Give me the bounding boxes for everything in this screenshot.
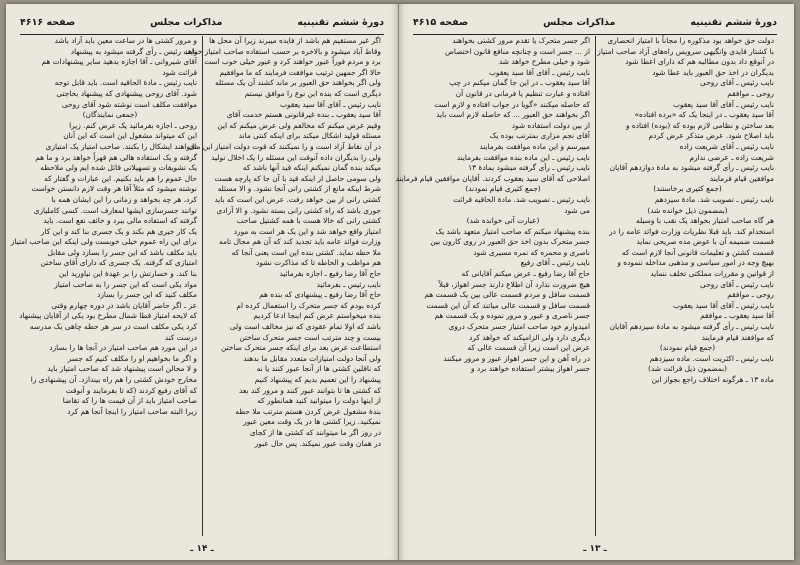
text-line: موافقین قیام فرمایند [709,173,774,183]
text-line: دولت حق خواهد بود مذکوره را مجاناً با امتیاز انحصاری [607,36,774,45]
text-line: نایب رئیس ـ آقای آقا سید یعقوب [672,99,774,109]
text-line: حاج آقا رضا رفیع ـ عرض میکنم آقایانی که [461,269,590,279]
text-line: برای این راه عموم خیلی خوبست ولی اینکه این صاحب امتیاز [10,237,197,247]
text-line: با کشتار قایدی وانگیهی سرویس راه‌های آزاد صاحب امتیاز [597,46,774,56]
text-line: (عبارت آتی خوانده شد) [466,216,540,226]
text-line: ولی آنجا دولت امتیازات متعدد مقابل ما بدهند [243,353,381,363]
text-line: امیدوارم خود صاحب امتیاز جسر متحرک دروی [448,322,590,332]
text-line: در آن نقاط آزاد است و را نمیکنند که قوت دولت امتیاز این مال [188,141,381,151]
text-line: حال عموم را هم باید بکنیم. این عبارات و گفتار که [44,173,197,183]
text-line: نایب رئیس ـ آقای آقا سید یعقوب [279,99,381,109]
right-page-column-right [595,36,779,536]
text-line: اگر جسر متحرک یا تقدم مرور کشتی بخواهند [452,36,590,45]
text-line: ولی اگر بخواهند حق العبور بر ماند کشند آن یک مسئله [215,78,381,88]
text-line: از بین دولت استفاده شود [511,120,590,130]
text-line: (بمضمون ذیل خوانده شد) [647,205,728,215]
text-line: باشد که اولا تمام عقودی که نیز مخالف است ولی [229,322,381,332]
text-line: پیشنهاد را این تعمیم بدیم که پیشنهاد کنیم [254,375,381,384]
text-line: وقاط آباد میشود و بالاخره بر حسب استفاده صاحب امتیاز خواهد [184,46,381,56]
text-line: امتیازی که گرفته. یک جسری که دارای آقای ساختن [40,258,197,268]
text-line: (جمعی نمایندگان) [82,110,138,120]
text-line: کرد، هر چه بخواهد و زمانی را این ایشان همه با [51,194,197,204]
text-line: (بمضمون ذیل قرائت شد) [647,364,728,374]
text-line: کرد یکی مکلف است در سر هر حظه چاهی بک مدرسه [29,322,197,332]
text-line: قسمت سافل و مردم قسمت عالی بین یک قسمت هم [424,290,590,300]
text-line: هیچ ضرورت ندارد آن اطلاع دارند جسر اهواز، قبلاً [438,279,590,289]
text-line: روحی ـ اجازه بفرمائید یک عرض کنم. زیرا [69,120,197,130]
text-line: ولی را بدیگران داده آنوقت این مسئله را یک اخلال تولید [211,152,381,162]
text-line: نایب رئیس ـ اکثریت است. ماده سیزدهم [649,353,774,363]
left-page-title: مذاکرات مجلس [150,16,223,28]
text-line: نایب رئیس ـ رأی گرفته میشود به پیشنهاد [70,46,197,56]
text-line: نایب رئیس ـ آقای رفیع [520,258,590,268]
right-page-number-label: صفحه ۴۶۱۵ [413,16,469,28]
text-line: شود و خیلی مطرح خواهد شد [498,57,590,67]
text-line: دیگری دارد ولی الزامیکند که خواهد کرد [469,332,590,342]
text-line: موافقت مکلف است نوشته شود آقای روحی [61,99,197,109]
text-line: شود. آقای روحی پیشنهادی که پیشنهاد بحاجتی [56,88,197,98]
text-line: که لایحه امتیاز قطا شمال مطرح بود یکی از آقایان پیشنهاد [19,311,197,321]
right-page-footer-number: ـ ۱۳ ـ [583,544,607,554]
text-line: که حاصله میکنند «گویا در جواب افتاده و لازم است [434,99,590,109]
text-line: نمیکنید. زیرا کشتی ها در یک وقت معین عبور [243,417,381,427]
text-line: گرفته که استفاده مالی ببرد و خائف نفع است. باید [43,216,197,226]
text-line: قسمت سافل و قسمت عالی میاتند که آن این قسمت [426,300,590,310]
text-line: نایب رئیس ـ آقای روحی [700,279,774,289]
text-line: باید اصلاح شود. عرض متذکر عرض کردم [648,131,774,141]
text-line: اگر غیر مستقیم هم باشد از فایده میبرند زیرا آن محل ها [209,36,381,45]
text-line: شرط اینکه مانع از کشتی رانی آنجا نشود. و الا مسئله [217,184,381,194]
text-line: در آنوقع داد بدون مطالبه هم که دارای اعطا شود [625,57,774,67]
left-page-header [20,12,384,35]
text-line: نایب رئیس ـ تصویب شد. مادهٔ الحاقیه قرائت [453,194,590,204]
text-line: قسمت ضمیمه آن با عوض مده صریحی نماید [636,237,774,247]
text-line: امتیاز واقع خواهد شد و این یک هر است به مورد [233,226,381,236]
text-line: وزارت فوائد عامه باید تجدید کند که آن هم مجال تامه [218,237,381,247]
text-line: روحی ـ موافقم [727,88,774,98]
text-line: ماده ۱۳ ـ هرگونه اختلاف راجع بجواز این [651,375,774,384]
text-line: مخارج خودش کشتی را هم راه بیندازد. آن پیشنهادی را [30,375,197,384]
text-line: نایب رئیس ـ مادهٔ الحاقیه است. باید قابل توجه [54,78,197,88]
book-spread [6,4,794,560]
text-line: باید مکلف باشد که این جسر را بسازد ولی مقابل [47,247,197,257]
text-line: توانند جسرسازی ایشها لمعارف است. کسی کاملیازی [33,205,197,215]
text-line: جسر ناصری و عبور و مرور نموده و یک قسمت هم [434,311,590,321]
text-line: بنده میخواستم عرض کنم اینجا ادعا کردیم [253,311,381,321]
text-line: کشتی رانی که خالا هست با همه کشتیل صاحب [236,216,381,226]
right-page-volume-label: دورهٔ ششم تقنینیه [690,16,777,28]
text-line: که آقای رفیع کردند (که تا بفرمایند و آنوقت [65,385,197,395]
left-page-column-right [184,36,386,536]
right-page-header [413,12,777,35]
left-page-column-left [10,36,202,536]
text-line: بعد ساختن و نظامی لازم بوده که (بوده) افتاده و [625,120,774,130]
text-line: نایب رئیس ـ آقای آقا سید یعقوب [488,67,590,77]
text-line: (جمع قیام نمودند) [659,343,716,353]
text-line: نخواهند ایشکال را بکنند. صاحب امتیاز یک امتیازی [45,141,197,151]
text-line: در همان وقت عبور نمیکند. پس حال عبور [254,438,381,448]
text-line: آقای نجم مزاری بمترتب بوده یک [489,131,590,141]
text-line: و اگر ما بخواهیم او را مکلف کنیم که جسر [67,353,197,363]
text-line: کشتی رانی از بین خواهد رفت. عرض این است که باید [214,194,381,204]
left-page-number-label: صفحه ۴۶۱۶ [20,16,76,28]
text-line: از قوانین و مقررات مملکتی تخلف ننماید [650,269,774,279]
text-line: وقیم عرض میکنم که مخالفم ولی عرض میکنم که این [217,120,381,130]
text-line: حالا اگر جمهین ترتیب موافقت فرمایند که ما موافقیم [219,67,381,77]
text-line: (جمع کثیری برخاستند) [653,184,722,194]
text-line: آقای شیروانی ـ آقا اجازه بدهید سایر پیشنهادات هم [41,57,197,67]
text-line: اصلاحی که آقای سید یعقوب کردند. آقایان موافقین قیام فرمایند [395,173,590,183]
text-line: درست کند [164,332,197,342]
text-line: در روز اگر ما میتوانند که کشتی ها از کجای [249,427,381,437]
text-line: نایب رئیس ـ آقای آقا سید یعقوب [672,300,774,310]
text-line: آقا سید یعقوب ـ در این جا گمان میکنم در چپ [449,78,590,88]
text-line: جوری باشد که راه کشتی رانی بسته نشود. و الا آزادی [216,205,381,215]
text-line: هر گاه صاحب امتیاز بخواهد یک نقب با وسیله [636,216,774,226]
right-page [395,4,791,560]
text-line: اگر بخواهند حق العبور ... که حاصله لازم است باید [436,110,590,120]
right-page-column-left [395,36,595,536]
text-line: که ناقلین کشتی ها از آنجا عبور کنند یا نه [256,364,381,374]
text-line: قسمت کشتن و تعلیمات قانونی آنجا لازم است که [621,247,774,257]
text-line: بنده پیشنهاد میکنم که صاحب امتیاز متعهد باشد یک [435,226,590,236]
text-line: آقا سید یعقوب ـ بنده غیرقانونی هستم خدمت آقای [226,110,381,120]
text-line: میکند بنده گمان نمیکنم اینکه قید آنها باشد که [242,163,381,173]
text-line: استخدام کند. باید قبلا نظریات وزارت فوائد عامه را در [609,226,774,236]
text-line: نایب رئیس ـ تصویب شد. مادهٔ سیزدهم [654,194,774,204]
text-line: نایب رئیس ـ آقای روحی [700,78,774,88]
text-line: (جمع کثیری قیام نمودند) [465,184,541,194]
text-line: روحی ـ موافقم [727,290,774,300]
text-line: عرض این است زیرا آن قسمت عالی که [467,343,590,353]
text-line: یک تشویقات و تسهیلاتی قائل شده ایم ولی ملاحظه [40,163,197,173]
text-line: مکلف کنید که این جسر را بسازد [97,290,197,300]
text-line: هم مواظب و الحاطه تا که مذاکرت نشود [256,258,381,268]
text-line: و لا محالن است پیشنهاد شد که صاحب امتیاز باید [47,364,197,374]
text-line: افتاده و عبارت تنظیم یا فرمانی در قانون آن [455,88,590,98]
text-line: بدیگران در اخذ حق العبور باید عطا شود [652,67,774,77]
text-line: حاج آقا رضا رفیع ـ اجازه بفرمائید [279,269,381,279]
text-line: کرده بودم که جسر متحرک را استعمال کرده ام [236,300,381,310]
left-page [6,4,399,560]
text-line: حاج آقا رضا رفیع ـ پیشنهادی که بنده هم [259,290,381,300]
text-line: می شود [564,205,590,215]
text-line: نایب رئیس ـ آقای شریعت زاده [679,141,774,151]
text-line: یک کار خیری هم بکند و یک جسری بنا کند و این کار [40,226,197,236]
text-line: از اینها دولت را میتوانید کنید همانطور که [257,396,381,406]
text-line: عز ـ اگر حاضر آقایان باشد در دوره چهارم وقتی [51,300,197,310]
left-page-columns [10,36,386,536]
text-line: بهیچ وجه در امور سیاسی و مذهبی مداخله ننموده و [617,258,774,268]
text-line: بنا کند. و خسارتش را بر عهدهٔ این نیاورید این [58,269,197,279]
text-line: نایب رئیس ـ رأی گرفته میشود به مادهٔ دوازدهم آقایان [609,163,774,173]
text-line: آقا سید یعقوب ـ در اینجا یک که «برده افتاده» [634,110,774,120]
text-line: شریعت زاده ـ عرضی ندارم [689,152,774,162]
text-line: نایب رئیس ـ این ماده بنده موافقت بفرمایند [456,152,590,162]
text-line: در این مورد هم صاحب امتیاز در آنجا ها را بسازد [49,343,197,353]
right-page-title: مذاکرات مجلس [543,16,616,28]
text-line: و مرور کشتی ها در ساعت معین باید آزاد باشد [54,36,197,45]
text-line: در راه آهن و این جسر اهواز عبور و مرور میکنند [443,353,590,363]
left-page-footer-number: ـ ۱۴ ـ [190,544,214,554]
text-line: استطاعت عرض بعد برای اینکه جسر متحرک ساختن [221,343,381,353]
text-line: نایب رئیس ـ رأی گرفته میشود بمادهٔ ۱۳ [468,163,590,173]
text-line: زیرا البته صاحب امتیاز را اینجا آنجا هم کرد [67,406,197,416]
text-line: نایب رئیس ـ رأی گرفته میشود به مادهٔ سیزدهم آقایان [609,322,774,332]
text-line: این که میتواند مشغول این است که این آنان [63,131,197,141]
text-line: صاحب امتیاز باید از آن قیمت ها را که تقاضا [62,396,197,406]
text-line: جسر متحرک بدون اخذ حق العبور در روی کارون بین [430,237,590,247]
text-line: نوشته میشود که مثلاً آقا هر وقت لازم دانستن خواست [31,184,197,194]
text-line: ولی سومی حاصل از اینکه قید با آن جا که پارچه هست [214,173,381,183]
text-line: از ... جسر است و چنانچه منافع قانون اختصاص [444,46,590,56]
text-line: ملا حظه نماید. کشتی بنده این است یعنی آنجا که [231,247,381,257]
text-line: قرائت شود [162,67,197,77]
text-line: دیگری است که بنده ابن نوع را موافق نیستم [244,88,381,98]
text-line: که کشتی ها تا بتوانند عبور کنند و مرور کند بعد [238,385,381,395]
text-line: بندهٔ مشغول عرض کردن هستم مترتب ملا حظه [235,406,381,416]
text-line: آقا سید یعقوب ـ موافقم [700,311,774,321]
text-line: میپرسم و این ماده موافقت بفرمایند [479,141,590,151]
text-line: که موافقند قیام فرمایند [701,332,774,342]
right-page-columns [395,36,779,536]
text-line: ناصری و محمره که نمره مسیری شود [473,247,590,257]
text-line: مسئله قولید اشکال میکند برای اینکه کنتی ماند [238,131,381,141]
text-line: جسر اهواز بیشتر استفاده خواهند برد و [471,364,590,374]
text-line: بیست و چند مترتب است جسر متحرک ساختن [239,332,381,342]
left-page-volume-label: دورهٔ ششم تقنینیه [297,16,384,28]
text-line: برد و مردم فوراً عبور خواهند کرد و عبور خیلی خوب است [204,57,381,67]
text-line: گرفته و یک استفاده هالی هم قهراً خواهد برد و ما هم [35,152,197,162]
text-line: مواد یکی است که این جسر را به صاحب امتیاز [54,279,197,289]
text-line: نایب رئیس ـ بفرمائید [316,279,381,289]
